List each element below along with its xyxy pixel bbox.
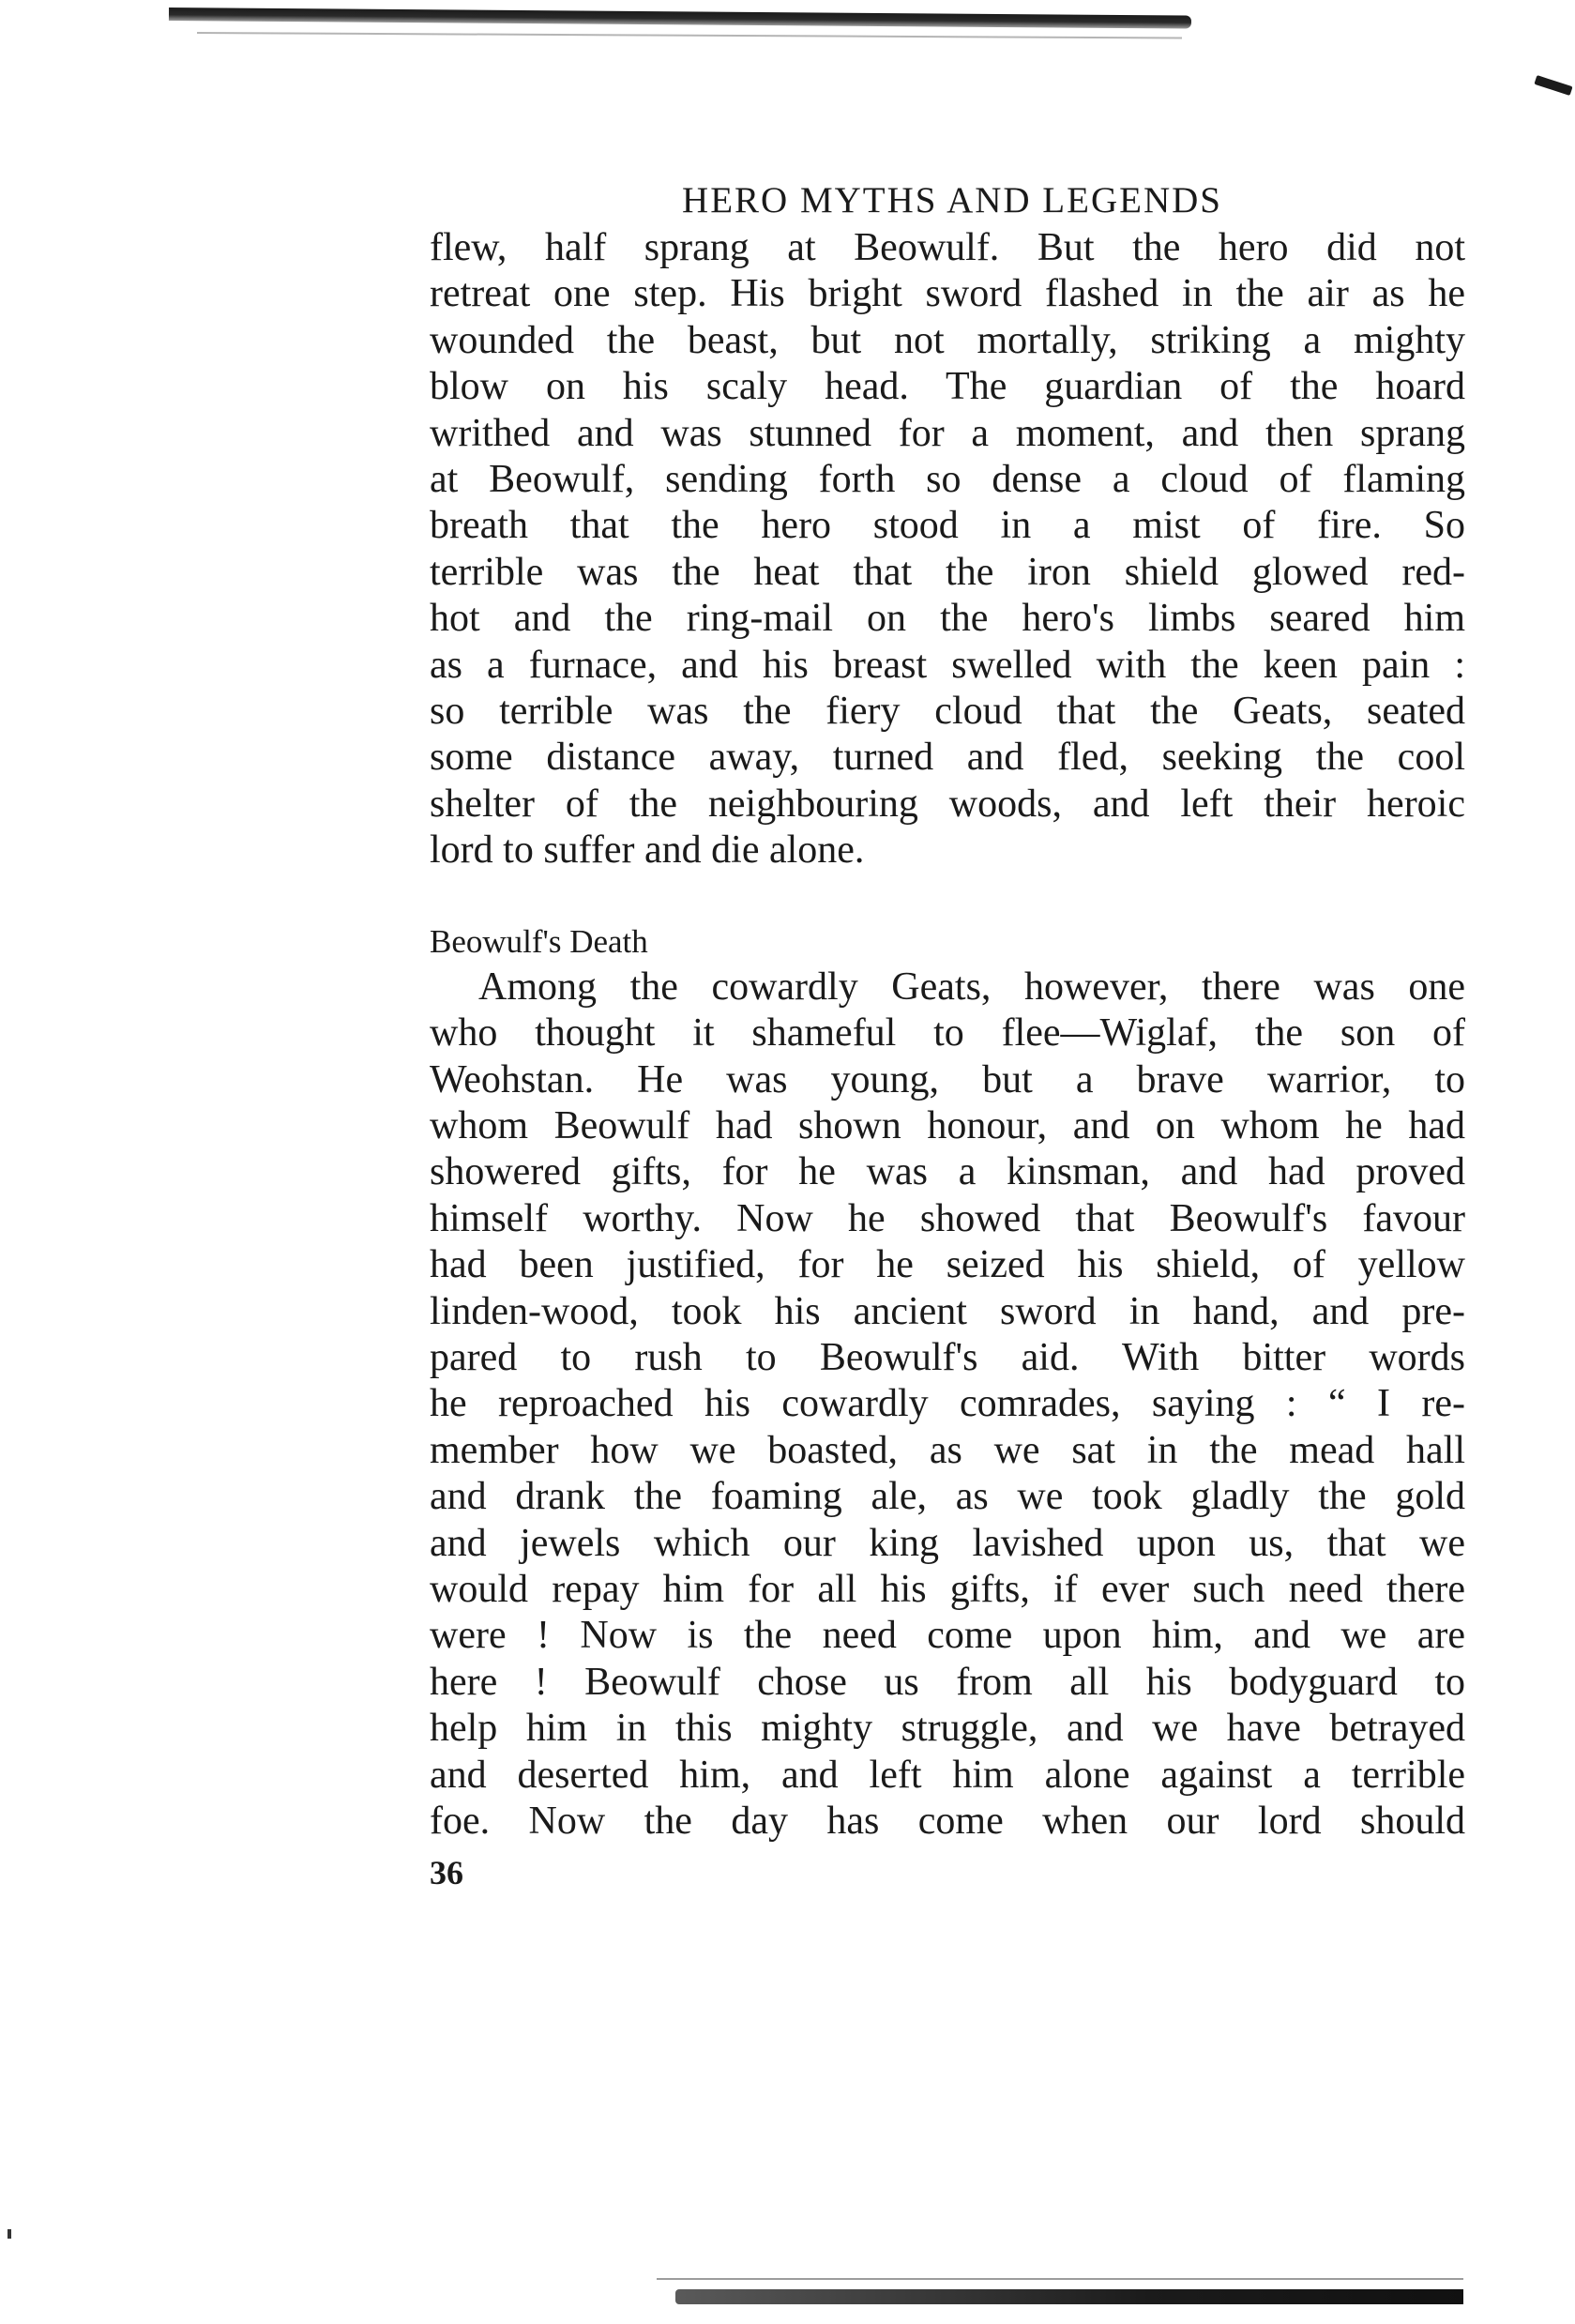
- text-line: linden-wood, took his ancient sword in hand, and pre-: [430, 1289, 1465, 1333]
- section-heading: Beowulf's Death: [430, 922, 648, 960]
- page-number: 36: [430, 1854, 463, 1892]
- scan-edge-bottom-rule: [657, 2278, 1463, 2280]
- text-line: and jewels which our king lavished upon us, that we: [430, 1521, 1465, 1565]
- paragraph-2: [430, 965, 1465, 1846]
- paragraph-1: [430, 225, 1465, 874]
- text-line: foe. Now the day has come when our lord should: [430, 1800, 1465, 1843]
- text-line: terrible was the heat that the iron shield glowed red-: [430, 550, 1465, 594]
- running-head: HERO MYTHS AND LEGENDS: [682, 180, 1222, 220]
- text-line: would repay him for all his gifts, if ever such need there: [430, 1567, 1465, 1611]
- text-line: as a furnace, and his breast swelled with the keen pain :: [430, 643, 1465, 687]
- scan-edge-top: [169, 8, 1191, 29]
- text-line: so terrible was the fiery cloud that the Geats, seated: [430, 690, 1465, 734]
- scan-edge-top-rule: [197, 32, 1182, 38]
- text-line: pared to rush to Beowulf's aid. With bitter words: [430, 1335, 1465, 1379]
- text-line: were ! Now is the need come upon him, and we are: [430, 1614, 1465, 1658]
- text-line: wounded the beast, but not mortally, striking a mighty: [430, 318, 1465, 362]
- text-line: flew, half sprang at Beowulf. But the hero did not: [430, 226, 1465, 269]
- text-line: shelter of the neighbouring woods, and left their heroic: [430, 782, 1465, 826]
- text-line: showered gifts, for he was a kinsman, and had proved: [430, 1150, 1465, 1194]
- scan-speck: [8, 2229, 11, 2239]
- text-line: member how we boasted, as we sat in the mead hall: [430, 1428, 1465, 1472]
- text-line: he reproached his cowardly comrades, saying : “ I re-: [430, 1382, 1465, 1426]
- text-line: retreat one step. His bright sword flashed in the air as he: [430, 272, 1465, 316]
- text-line: some distance away, turned and fled, seeking the cool: [430, 736, 1465, 780]
- text-line: himself worthy. Now he showed that Beowulf's favour: [430, 1196, 1465, 1240]
- text-line: at Beowulf, sending forth so dense a cloud of flaming: [430, 458, 1465, 502]
- text-line: here ! Beowulf chose us from all his bodyguard to: [430, 1660, 1465, 1704]
- text-line: whom Beowulf had shown honour, and on whom he had: [430, 1103, 1465, 1147]
- scan-edge-bottom: [675, 2289, 1463, 2304]
- text-line: Weohstan. He was young, but a brave warrior, to: [430, 1057, 1465, 1101]
- text-line: who thought it shameful to flee—Wiglaf, the son of: [430, 1011, 1465, 1056]
- text-line: blow on his scaly head. The guardian of the hoard: [430, 365, 1465, 409]
- text-line: hot and the ring-mail on the hero's limbs seared him: [430, 597, 1465, 641]
- scan-mark-top-right: [1534, 75, 1572, 96]
- text-line: breath that the hero stood in a mist of fire. So: [430, 504, 1465, 548]
- text-line: had been justified, for he seized his shield, of yellow: [430, 1243, 1465, 1287]
- text-line: lord to suffer and die alone.: [430, 828, 865, 873]
- text-line: and deserted him, and left him alone against a terrible: [430, 1753, 1465, 1797]
- book-page: [430, 178, 1465, 1891]
- text-line: help him in this mighty struggle, and we have betrayed: [430, 1707, 1465, 1751]
- text-line: Among the cowardly Geats, however, there was one: [478, 965, 1465, 1009]
- text-line: and drank the foaming ale, as we took gladly the gold: [430, 1475, 1465, 1519]
- text-line: writhed and was stunned for a moment, and then sprang: [430, 411, 1465, 455]
